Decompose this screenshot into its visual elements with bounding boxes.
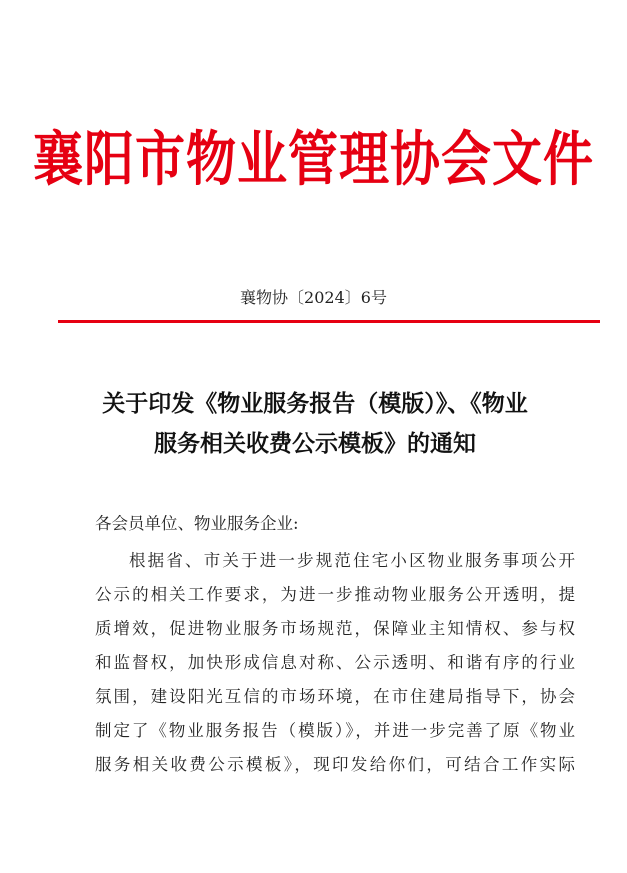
body-line: 氛围，建设阳光互信的市场环境，在市住建局指导下，协会 bbox=[95, 687, 575, 706]
body-line: 和监督权，加快形成信息对称、公示透明、和谐有序的行业 bbox=[95, 653, 575, 672]
document-number: 襄物协〔2024〕6号 bbox=[240, 288, 387, 307]
body-line: 制定了《物业服务报告（模版）》，并进一步完善了原《物业 bbox=[95, 721, 575, 740]
body-line: 服务相关收费公示模板》，现印发给你们，可结合工作实际 bbox=[95, 755, 575, 774]
red-divider-line bbox=[58, 320, 600, 323]
notice-title-line: 服务相关收费公示模板》的通知 bbox=[154, 431, 476, 457]
salutation: 各会员单位、物业服务企业: bbox=[95, 514, 299, 533]
body-line: 质增效，促进物业服务市场规范，保障业主知情权、参与权 bbox=[95, 619, 575, 638]
notice-title bbox=[60, 384, 570, 464]
body-line: 根据省、市关于进一步规范住宅小区物业服务事项公开 bbox=[129, 551, 575, 570]
notice-title-line: 关于印发《物业服务报告（模版）》、《物业 bbox=[102, 391, 528, 417]
notice-body bbox=[95, 544, 575, 782]
body-line: 公示的相关工作要求，为进一步推动物业服务公开透明，提 bbox=[95, 585, 575, 604]
document-header-title: 襄阳市物业管理协会文件 bbox=[33, 125, 594, 194]
